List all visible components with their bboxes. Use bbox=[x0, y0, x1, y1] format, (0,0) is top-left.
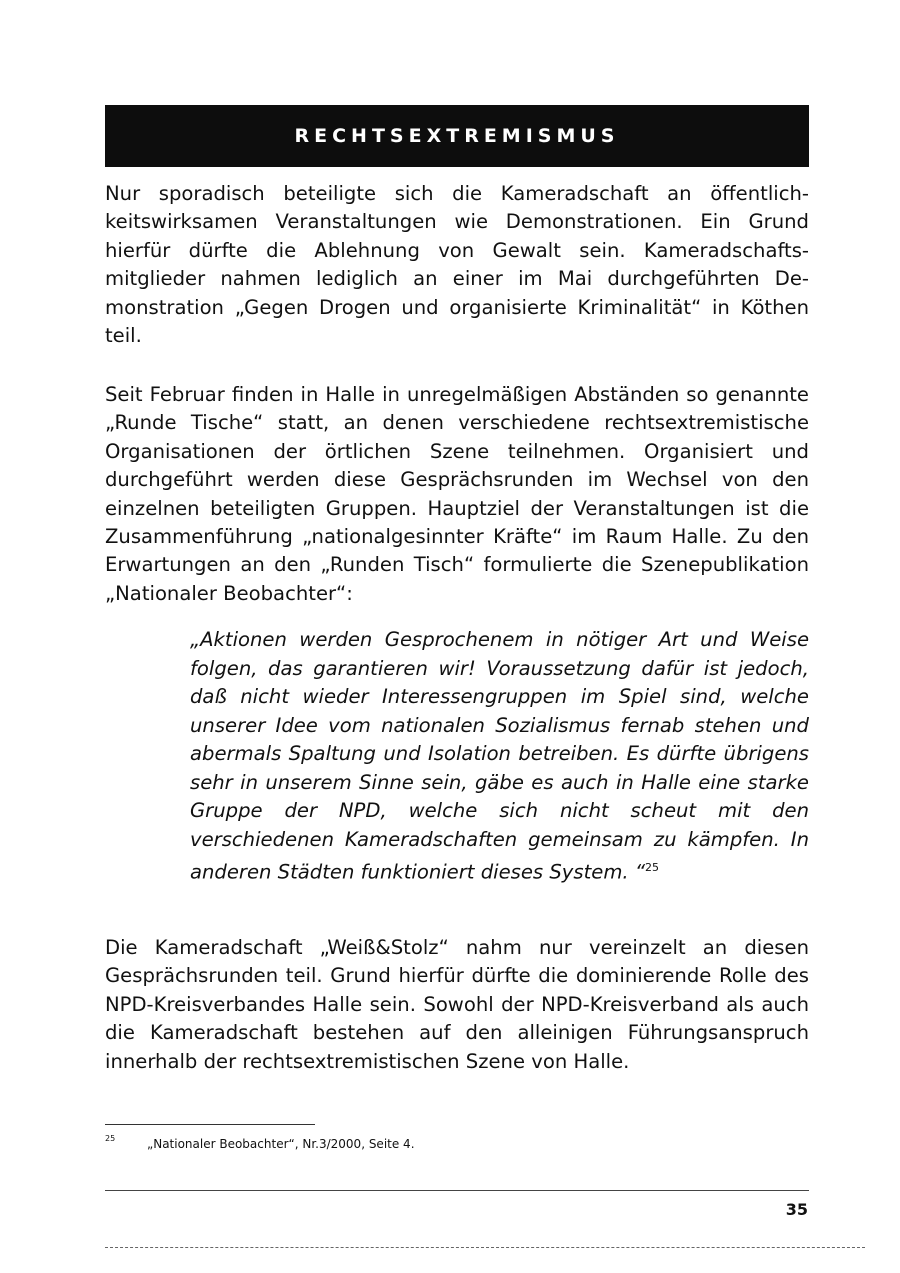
chapter-header-bar bbox=[105, 105, 809, 167]
footnote-text: „Nationaler Beobachter“, Nr.3/2000, Seite 4. bbox=[147, 1137, 415, 1151]
paragraph-2: Seit Februar finden in Halle in unregelmäßigen Abständen so genannte „Runde Tische“ statt, an denen verschiedene rechtsextremistische Organisationen der örtlichen Szene teilnehmen. Organisiert und durchgeführt werden diese Gesprächsrunden im Wechsel von den einzelnen beteiligten Gruppen. Hauptziel der Veranstaltungen ist die Zusammenführung „nationalgesinnter Kräfte“ im Raum Halle. Zu den Erwartungen an den „Runden Tisch“ formulierte die Szenepublikation „Nationaler Beobachter“: bbox=[105, 383, 809, 605]
chapter-title: RECHTSEXTREMISMUS bbox=[294, 125, 620, 147]
footnote-number: 25 bbox=[105, 1134, 116, 1143]
quote-text: „Aktionen werden Gesprochenem in nötiger Art und Weise folgen, das garantieren wir! Voraussetzung dafür ist jedoch, daß nicht wieder Interessengruppen im Spiel sind, welche unserer Idee vom nationalen Sozialismus fernab stehen und abermals Spaltung und Isolation betreiben. Es dürfte übrigens sehr in unserem Sinne sein, gäbe es auch in Halle eine starke Gruppe der NPD, welche sich nicht scheut mit den verschiedenen Kameradschaften gemeinsam zu kämpfen. In anderen Städten funktioniert dieses System. “ bbox=[190, 628, 809, 884]
footnote-reference[interactable]: 25 bbox=[645, 861, 660, 874]
block-quote bbox=[190, 626, 809, 887]
footnote-divider bbox=[105, 1124, 315, 1125]
paragraph-3: Die Kameradschaft „Weiß&Stolz“ nahm nur vereinzelt an diesen Gesprächsrunden teil. Grund hierfür dürfte die dominierende Rolle des NPD-Kreisverbandes Halle sein. Sowohl der NPD-Kreisverband als auch die Kameradschaft bestehen auf den alleinigen Führungsanspruch innerhalb der rechtsextremistischen Szene von Halle. bbox=[105, 936, 809, 1073]
paragraph-1: Nur sporadisch beteiligte sich die Kameradschaft an öffentlichkeitswirksamen Veranstaltungen wie Demonstrationen. Ein Grund hierfür dürfte die Ablehnung von Gewalt sein. Kameradschaftsmitglieder nahmen lediglich an einer im Mai durchgeführten Demonstration „Gegen Drogen und organisierte Kriminalität“ in Köthen teil. bbox=[105, 182, 809, 348]
page-edge-dashed-line bbox=[105, 1247, 865, 1248]
page-bottom-rule bbox=[105, 1190, 809, 1191]
page-number: 35 bbox=[785, 1200, 808, 1219]
